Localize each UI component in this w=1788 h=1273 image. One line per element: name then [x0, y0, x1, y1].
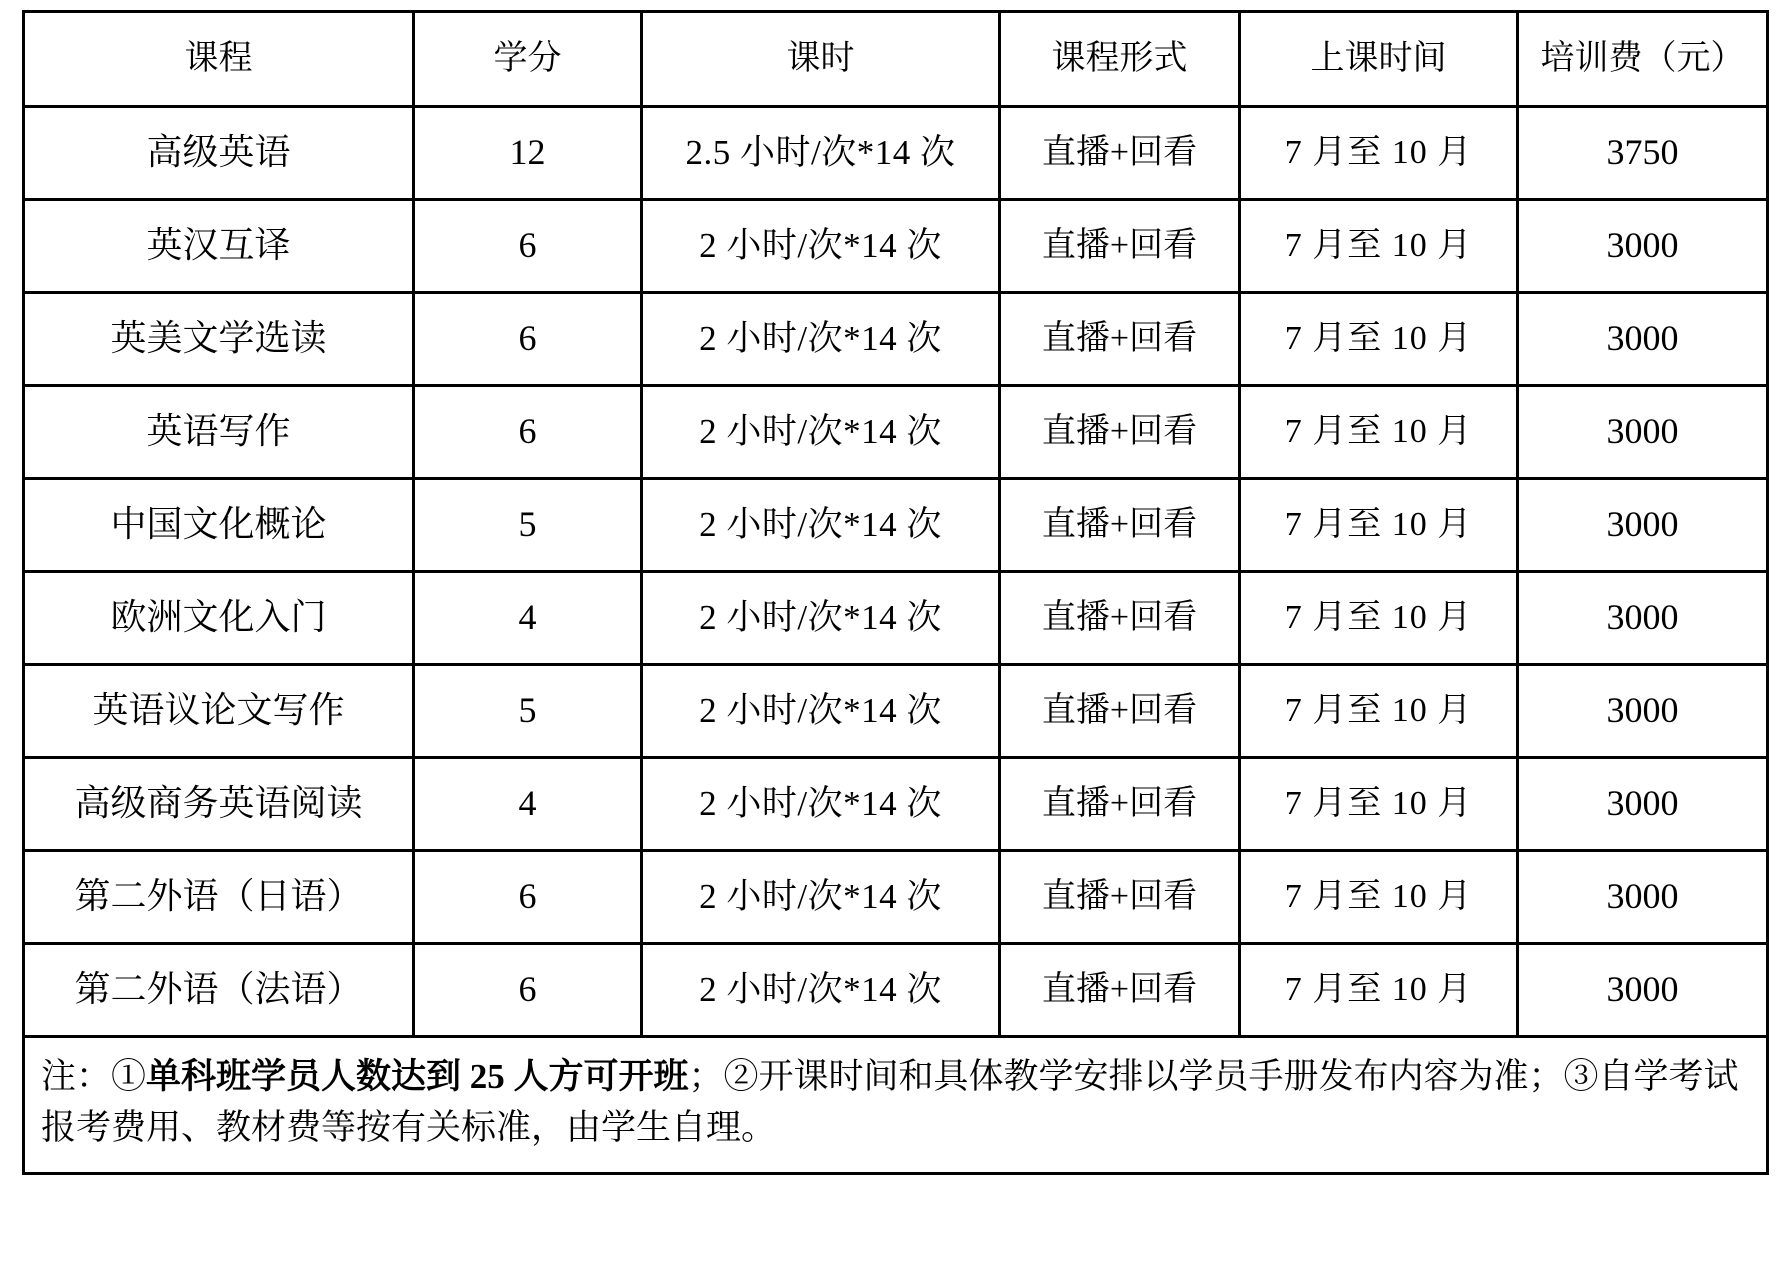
cell-fee: 3000 [1518, 665, 1768, 758]
cell-course: 高级英语 [24, 107, 414, 200]
cell-time: 7 月至 10 月 [1240, 107, 1518, 200]
cell-fee: 3000 [1518, 200, 1768, 293]
column-header-time: 上课时间 [1240, 12, 1518, 107]
table-row [24, 665, 1768, 758]
cell-hours: 2 小时/次*14 次 [642, 851, 1000, 944]
cell-format: 直播+回看 [1000, 200, 1240, 293]
cell-hours: 2 小时/次*14 次 [642, 293, 1000, 386]
cell-course: 英语议论文写作 [24, 665, 414, 758]
cell-time: 7 月至 10 月 [1240, 386, 1518, 479]
cell-course: 中国文化概论 [24, 479, 414, 572]
cell-fee: 3750 [1518, 107, 1768, 200]
cell-course: 第二外语（法语） [24, 944, 414, 1037]
table-row [24, 758, 1768, 851]
cell-fee: 3000 [1518, 479, 1768, 572]
cell-fee: 3000 [1518, 572, 1768, 665]
cell-hours: 2 小时/次*14 次 [642, 479, 1000, 572]
cell-hours: 2 小时/次*14 次 [642, 200, 1000, 293]
cell-credit: 12 [414, 107, 642, 200]
cell-hours: 2 小时/次*14 次 [642, 386, 1000, 479]
cell-time: 7 月至 10 月 [1240, 200, 1518, 293]
cell-credit: 6 [414, 851, 642, 944]
table-body [24, 107, 1768, 1174]
cell-course: 英美文学选读 [24, 293, 414, 386]
cell-hours: 2 小时/次*14 次 [642, 572, 1000, 665]
cell-credit: 6 [414, 200, 642, 293]
cell-hours: 2.5 小时/次*14 次 [642, 107, 1000, 200]
cell-hours: 2 小时/次*14 次 [642, 665, 1000, 758]
course-fee-table [22, 10, 1769, 1175]
column-header-credit: 学分 [414, 12, 642, 107]
table-header [24, 12, 1768, 107]
cell-time: 7 月至 10 月 [1240, 665, 1518, 758]
cell-credit: 4 [414, 758, 642, 851]
note-suffix: ；②开课时间和具体教学安排以学员手册发布内容为准；③自学考试报考费用、教材费等按有关标准，由学生自理。 [41, 1057, 1739, 1147]
cell-format: 直播+回看 [1000, 944, 1240, 1037]
cell-format: 直播+回看 [1000, 758, 1240, 851]
column-header-fee: 培训费（元） [1518, 12, 1768, 107]
table-row [24, 293, 1768, 386]
cell-course: 高级商务英语阅读 [24, 758, 414, 851]
cell-course: 英汉互译 [24, 200, 414, 293]
cell-time: 7 月至 10 月 [1240, 758, 1518, 851]
table-row [24, 200, 1768, 293]
cell-time: 7 月至 10 月 [1240, 851, 1518, 944]
cell-format: 直播+回看 [1000, 851, 1240, 944]
cell-course: 欧洲文化入门 [24, 572, 414, 665]
cell-credit: 6 [414, 944, 642, 1037]
cell-credit: 4 [414, 572, 642, 665]
column-header-hours: 课时 [642, 12, 1000, 107]
cell-credit: 5 [414, 665, 642, 758]
table-row [24, 107, 1768, 200]
table-header-row [24, 12, 1768, 107]
table-row [24, 944, 1768, 1037]
cell-fee: 3000 [1518, 944, 1768, 1037]
cell-credit: 6 [414, 293, 642, 386]
cell-format: 直播+回看 [1000, 386, 1240, 479]
cell-time: 7 月至 10 月 [1240, 293, 1518, 386]
cell-course: 英语写作 [24, 386, 414, 479]
cell-credit: 5 [414, 479, 642, 572]
note-bold-text: 单科班学员人数达到 25 人方可开班 [146, 1057, 689, 1096]
table-note-row [24, 1037, 1768, 1174]
cell-fee: 3000 [1518, 386, 1768, 479]
table-note-cell [24, 1037, 1768, 1174]
cell-hours: 2 小时/次*14 次 [642, 758, 1000, 851]
cell-format: 直播+回看 [1000, 665, 1240, 758]
cell-time: 7 月至 10 月 [1240, 479, 1518, 572]
cell-format: 直播+回看 [1000, 479, 1240, 572]
column-header-course: 课程 [24, 12, 414, 107]
cell-format: 直播+回看 [1000, 572, 1240, 665]
table-row [24, 479, 1768, 572]
table-row [24, 851, 1768, 944]
cell-fee: 3000 [1518, 293, 1768, 386]
cell-hours: 2 小时/次*14 次 [642, 944, 1000, 1037]
cell-fee: 3000 [1518, 758, 1768, 851]
cell-format: 直播+回看 [1000, 107, 1240, 200]
cell-format: 直播+回看 [1000, 293, 1240, 386]
cell-time: 7 月至 10 月 [1240, 944, 1518, 1037]
table-row [24, 386, 1768, 479]
cell-time: 7 月至 10 月 [1240, 572, 1518, 665]
cell-course: 第二外语（日语） [24, 851, 414, 944]
cell-fee: 3000 [1518, 851, 1768, 944]
cell-credit: 6 [414, 386, 642, 479]
column-header-format: 课程形式 [1000, 12, 1240, 107]
note-paragraph [41, 1052, 1750, 1154]
note-prefix: 注：① [41, 1057, 147, 1096]
table-row [24, 572, 1768, 665]
